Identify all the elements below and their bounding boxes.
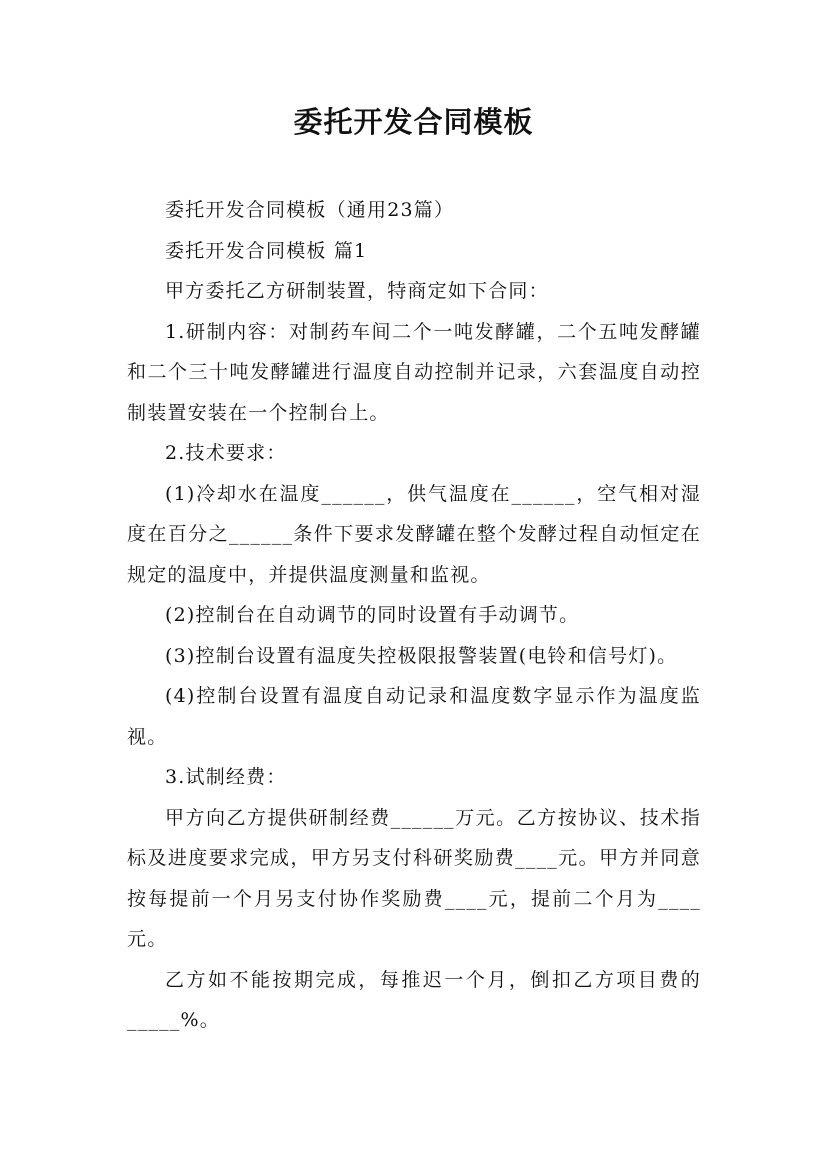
paragraph-tech-requirements-heading: 2.技术要求： xyxy=(165,442,287,464)
document-body xyxy=(127,190,701,1041)
paragraph-requirement-2: (2)控制台在自动调节的同时设置有手动调节。 xyxy=(165,604,580,626)
paragraph-funding-heading: 3.试制经费： xyxy=(165,766,287,788)
paragraph-subtitle: 委托开发合同模板（通用23篇） xyxy=(165,199,455,221)
paragraph-research-content: 1.研制内容：对制药车间二个一吨发酵罐，二个五吨发酵罐和二个三十吨发酵罐进行温度自动控制并记录，六套温度自动控制装置安装在一个控制台上。 xyxy=(127,320,701,424)
paragraph-section-heading: 委托开发合同模板 篇1 xyxy=(165,239,368,262)
paragraph-requirement-3: (3)控制台设置有温度失控极限报警装置(电铃和信号灯)。 xyxy=(165,644,678,667)
paragraph-intro: 甲方委托乙方研制装置，特商定如下合同： xyxy=(165,280,549,302)
paragraph-requirement-4: (4)控制台设置有温度自动记录和温度数字显示作为温度监视。 xyxy=(127,685,701,748)
paragraph-penalty: 乙方如不能按期完成，每推迟一个月，倒扣乙方项目费的_____%。 xyxy=(127,968,701,1031)
paragraph-requirement-1: (1)冷却水在温度______，供气温度在______，空气相对湿度在百分之______条件下要求发酵罐在整个发酵过程自动恒定在规定的温度中，并提供温度测量和监视。 xyxy=(127,482,701,586)
paragraph-funding-details: 甲方向乙方提供研制经费______万元。乙方按协议、技术指标及进度要求完成，甲方另支付科研奖励费____元。甲方并同意按每提前一个月另支付协作奖励费____元，提前二个月为____元。 xyxy=(127,806,701,950)
document-title: 委托开发合同模板 xyxy=(293,105,534,139)
